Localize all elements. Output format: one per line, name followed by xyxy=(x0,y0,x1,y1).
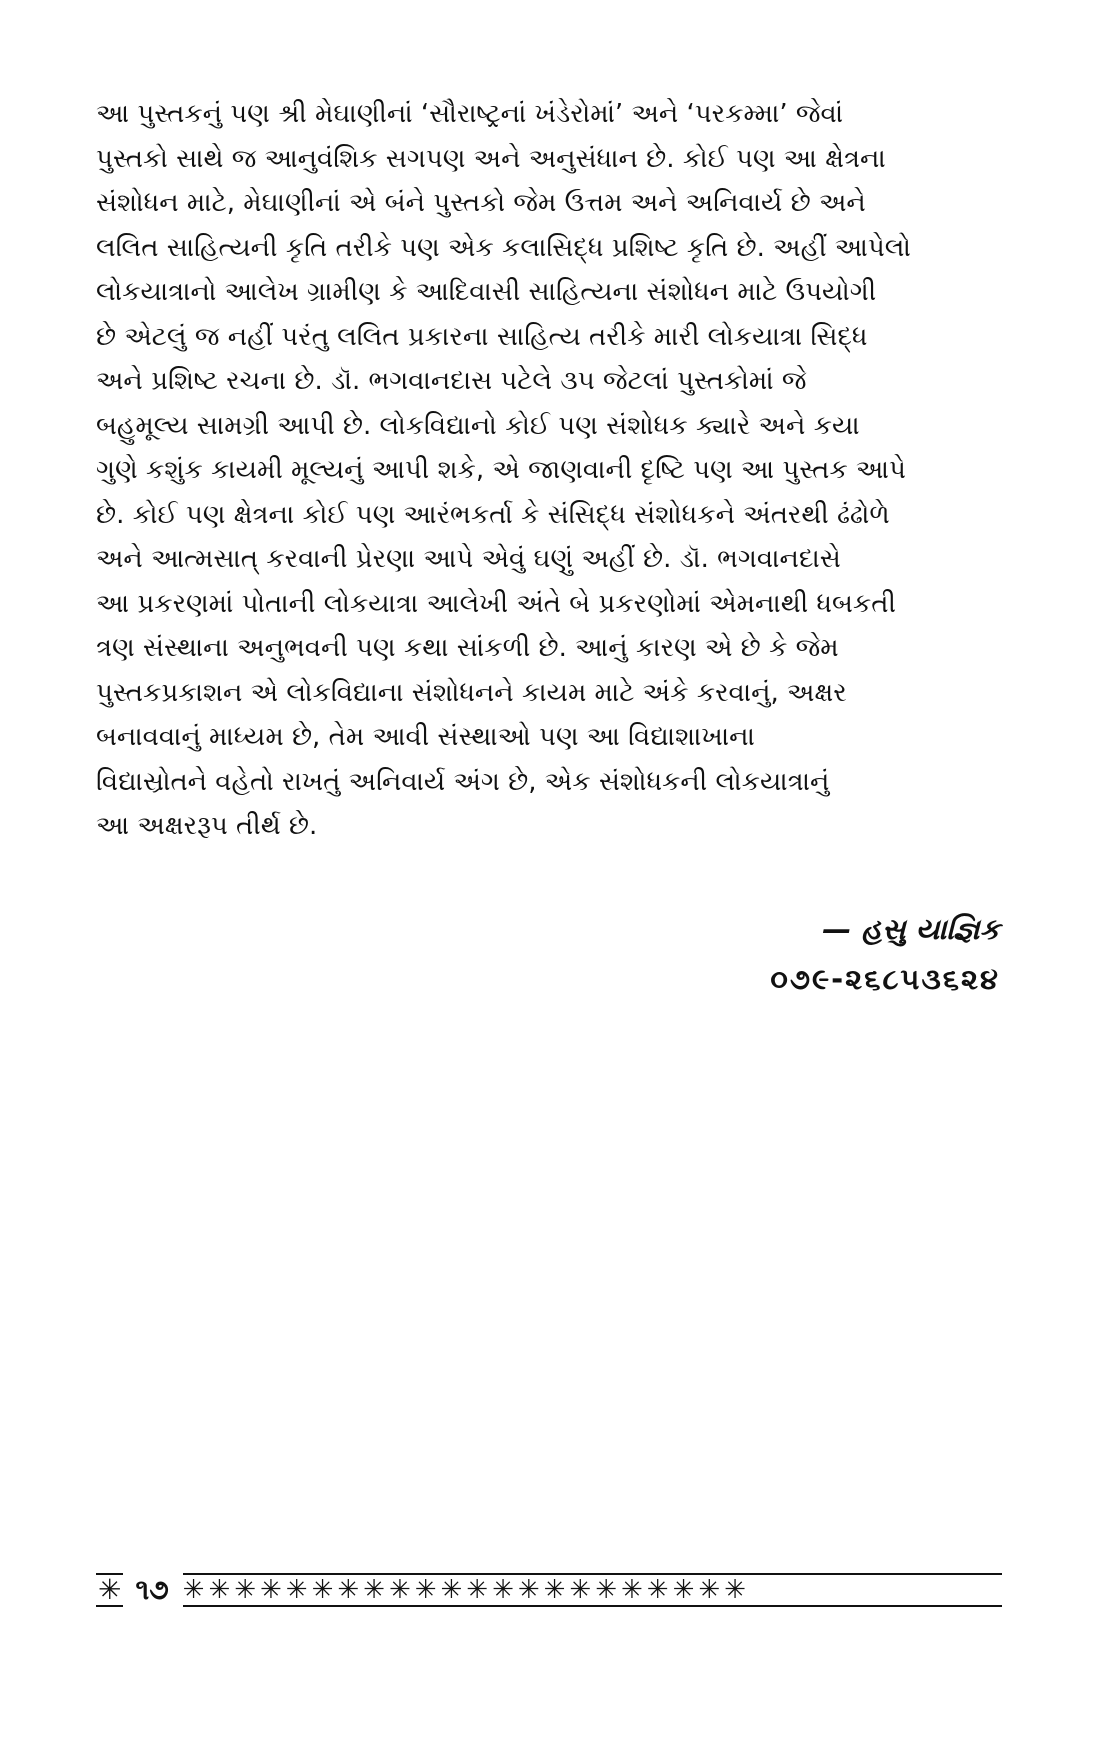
text-line: પુસ્તકો સાથે જ આનુવંશિક સગપણ અને અનુસંધાન છે. કોઈ પણ આ ક્ષેત્રના xyxy=(96,143,886,174)
text-line: છે. કોઈ પણ ક્ષેત્રના કોઈ પણ આરંભકર્તા કે સંસિદ્ધ સંશોધકને અંતરથી ઢંઢોળે xyxy=(96,499,890,530)
text-line: છે એટલું જ નહીં પરંતુ લલિત પ્રકારના સાહિત્ય તરીકે મારી લોકયાત્રા સિદ્ધ xyxy=(96,321,868,352)
text-line: અને આત્મસાત્ કરવાની પ્રેરણા આપે એવું ઘણું અહીં છે. ડૉ. ભગવાનદાસે xyxy=(96,544,841,574)
text-line: લોકયાત્રાનો આલેખ ગ્રામીણ કે આદિવાસી સાહિત્યના સંશોધન માટે ઉપયોગી xyxy=(96,277,877,307)
star-border-ornament: ✳✳✳✳✳✳✳✳✳✳✳✳✳✳✳✳✳✳✳✳✳✳ xyxy=(183,1573,1002,1607)
text-line: આ અક્ષરરૂપ તીર્થ છે. xyxy=(96,811,318,841)
text-line: બહુમૂલ્ય સામગ્રી આપી છે. લોકવિદ્યાનો કોઈ પણ સંશોધક ક્યારે અને કયા xyxy=(96,410,860,441)
author-signature: — હસુ યાજ્ઞિક xyxy=(822,912,1000,946)
text-line: આ પુસ્તકનું પણ શ્રી મેઘાણીનાં ‘સૌરાષ્ટ્રનાં ખંડેરોમાં’ અને ‘પરકમ્મા’ જેવાં xyxy=(96,99,844,129)
text-line: આ પ્રકરણમાં પોતાની લોકયાત્રા આલેખી અંતે બે પ્રકરણોમાં એમનાથી ધબકતી xyxy=(96,588,896,619)
text-line: પુસ્તકપ્રકાશન એ લોકવિદ્યાના સંશોધનને કાયમ માટે અંકે કરવાનું, અક્ષર xyxy=(96,677,847,708)
text-line: વિદ્યાસ્રોતને વહેતો રાખતું અનિવાર્ય અંગ છે, એક સંશોધકની લોકયાત્રાનું xyxy=(96,766,830,797)
author-phone: ૦૭૯-૨૬૮૫૩૬૨૪ xyxy=(770,962,1000,996)
body-paragraph xyxy=(96,92,1002,849)
star-ornament-icon: ✳ xyxy=(98,1573,122,1606)
text-line: સંશોધન માટે, મેઘાણીનાં એ બંને પુસ્તકો જેમ ઉત્તમ અને અનિવાર્ય છે અને xyxy=(96,188,866,218)
text-line: બનાવવાનું માધ્યમ છે, તેમ આવી સંસ્થાઓ પણ આ વિદ્યાશાખાના xyxy=(96,722,755,752)
page-number: ૧૭ xyxy=(135,1573,169,1606)
page-footer xyxy=(96,1572,1002,1608)
text-line: ગુણે કશુંક કાયમી મૂલ્યનું આપી શકે, એ જાણવાની દૃષ્ટિ પણ આ પુસ્તક આપે xyxy=(96,455,906,485)
text-line: લલિત સાહિત્યની કૃતિ તરીકે પણ એક કલાસિદ્ધ પ્રશિષ્ટ કૃતિ છે. અહીં આપેલો xyxy=(96,232,911,263)
text-line: અને પ્રશિષ્ટ રચના છે. ડૉ. ભગવાનદાસ પટેલે ૩૫ જેટલાં પુસ્તકોમાં જે xyxy=(96,366,807,396)
text-line: ત્રણ સંસ્થાના અનુભવની પણ કથા સાંકળી છે. આનું કારણ એ છે કે જેમ xyxy=(96,633,839,663)
